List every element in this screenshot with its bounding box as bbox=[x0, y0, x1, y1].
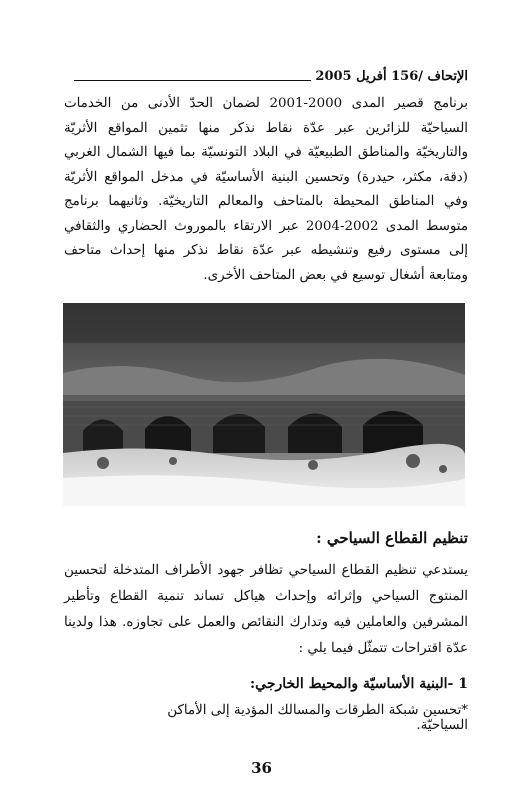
body-text bbox=[64, 92, 468, 288]
section-paragraph: يستدعي تنظيم القطاع السياحي تظافر جهود الأطراف المتدخلة لتحسين المنتوج السياحي وإثرائه وإحداث هياكل تساند تنمية القطاع وتأطير المشرفين والعاملين فيه وتدارك النقائص والعمل على تجاوزه. هذا ولدينا عدّة اقتراحات تتمثّل فيما يلي : bbox=[64, 563, 468, 656]
running-header bbox=[70, 66, 468, 84]
ruins-photo bbox=[63, 303, 465, 506]
section-body bbox=[64, 558, 468, 662]
intro-paragraph: برنامج قصير المدى 2000-2001 لضمان الحدّ الأدنى من الخدمات السياحيّة للزائرين عبر عدّة نقاط نذكر منها تثمين المواقع الأثريّة والتاريخيّة والمناطق الطبيعيّة في البلاد التونسيّة بما فيها الشمال الغربي (دقة، مكثر، حيدرة) وتحسين البنية الأساسيّة في مدخل المواقع الأثريّة وفي المناطق المحيطة بالمتاحف والمعالم التاريخيّة. وثانيهما برنامج متوسط المدى 2002-2004 عبر الارتقاء بالموروث الحضاري والثقافي إلى مستوى رفيع وتنشيطه عبر عدّة نقاط نذكر منها إحداث متاحف ومتابعة أشغال توسيع في بعض المتاحف الأخرى. bbox=[64, 96, 468, 283]
page-number: 36 bbox=[251, 759, 272, 777]
header-title: الإتحاف /156 أفريل 2005 bbox=[315, 69, 468, 84]
header-rule bbox=[74, 80, 311, 81]
bullet-item: *تحسين شبكة الطرقات والمسالك المؤدية إلى الأماكن السياحيّة. bbox=[167, 703, 468, 733]
section-heading: تنظيم القطاع السياحي : bbox=[316, 529, 468, 547]
subsection-heading: 1 -البنية الأساسيّة والمحيط الخارجي: bbox=[250, 676, 468, 692]
